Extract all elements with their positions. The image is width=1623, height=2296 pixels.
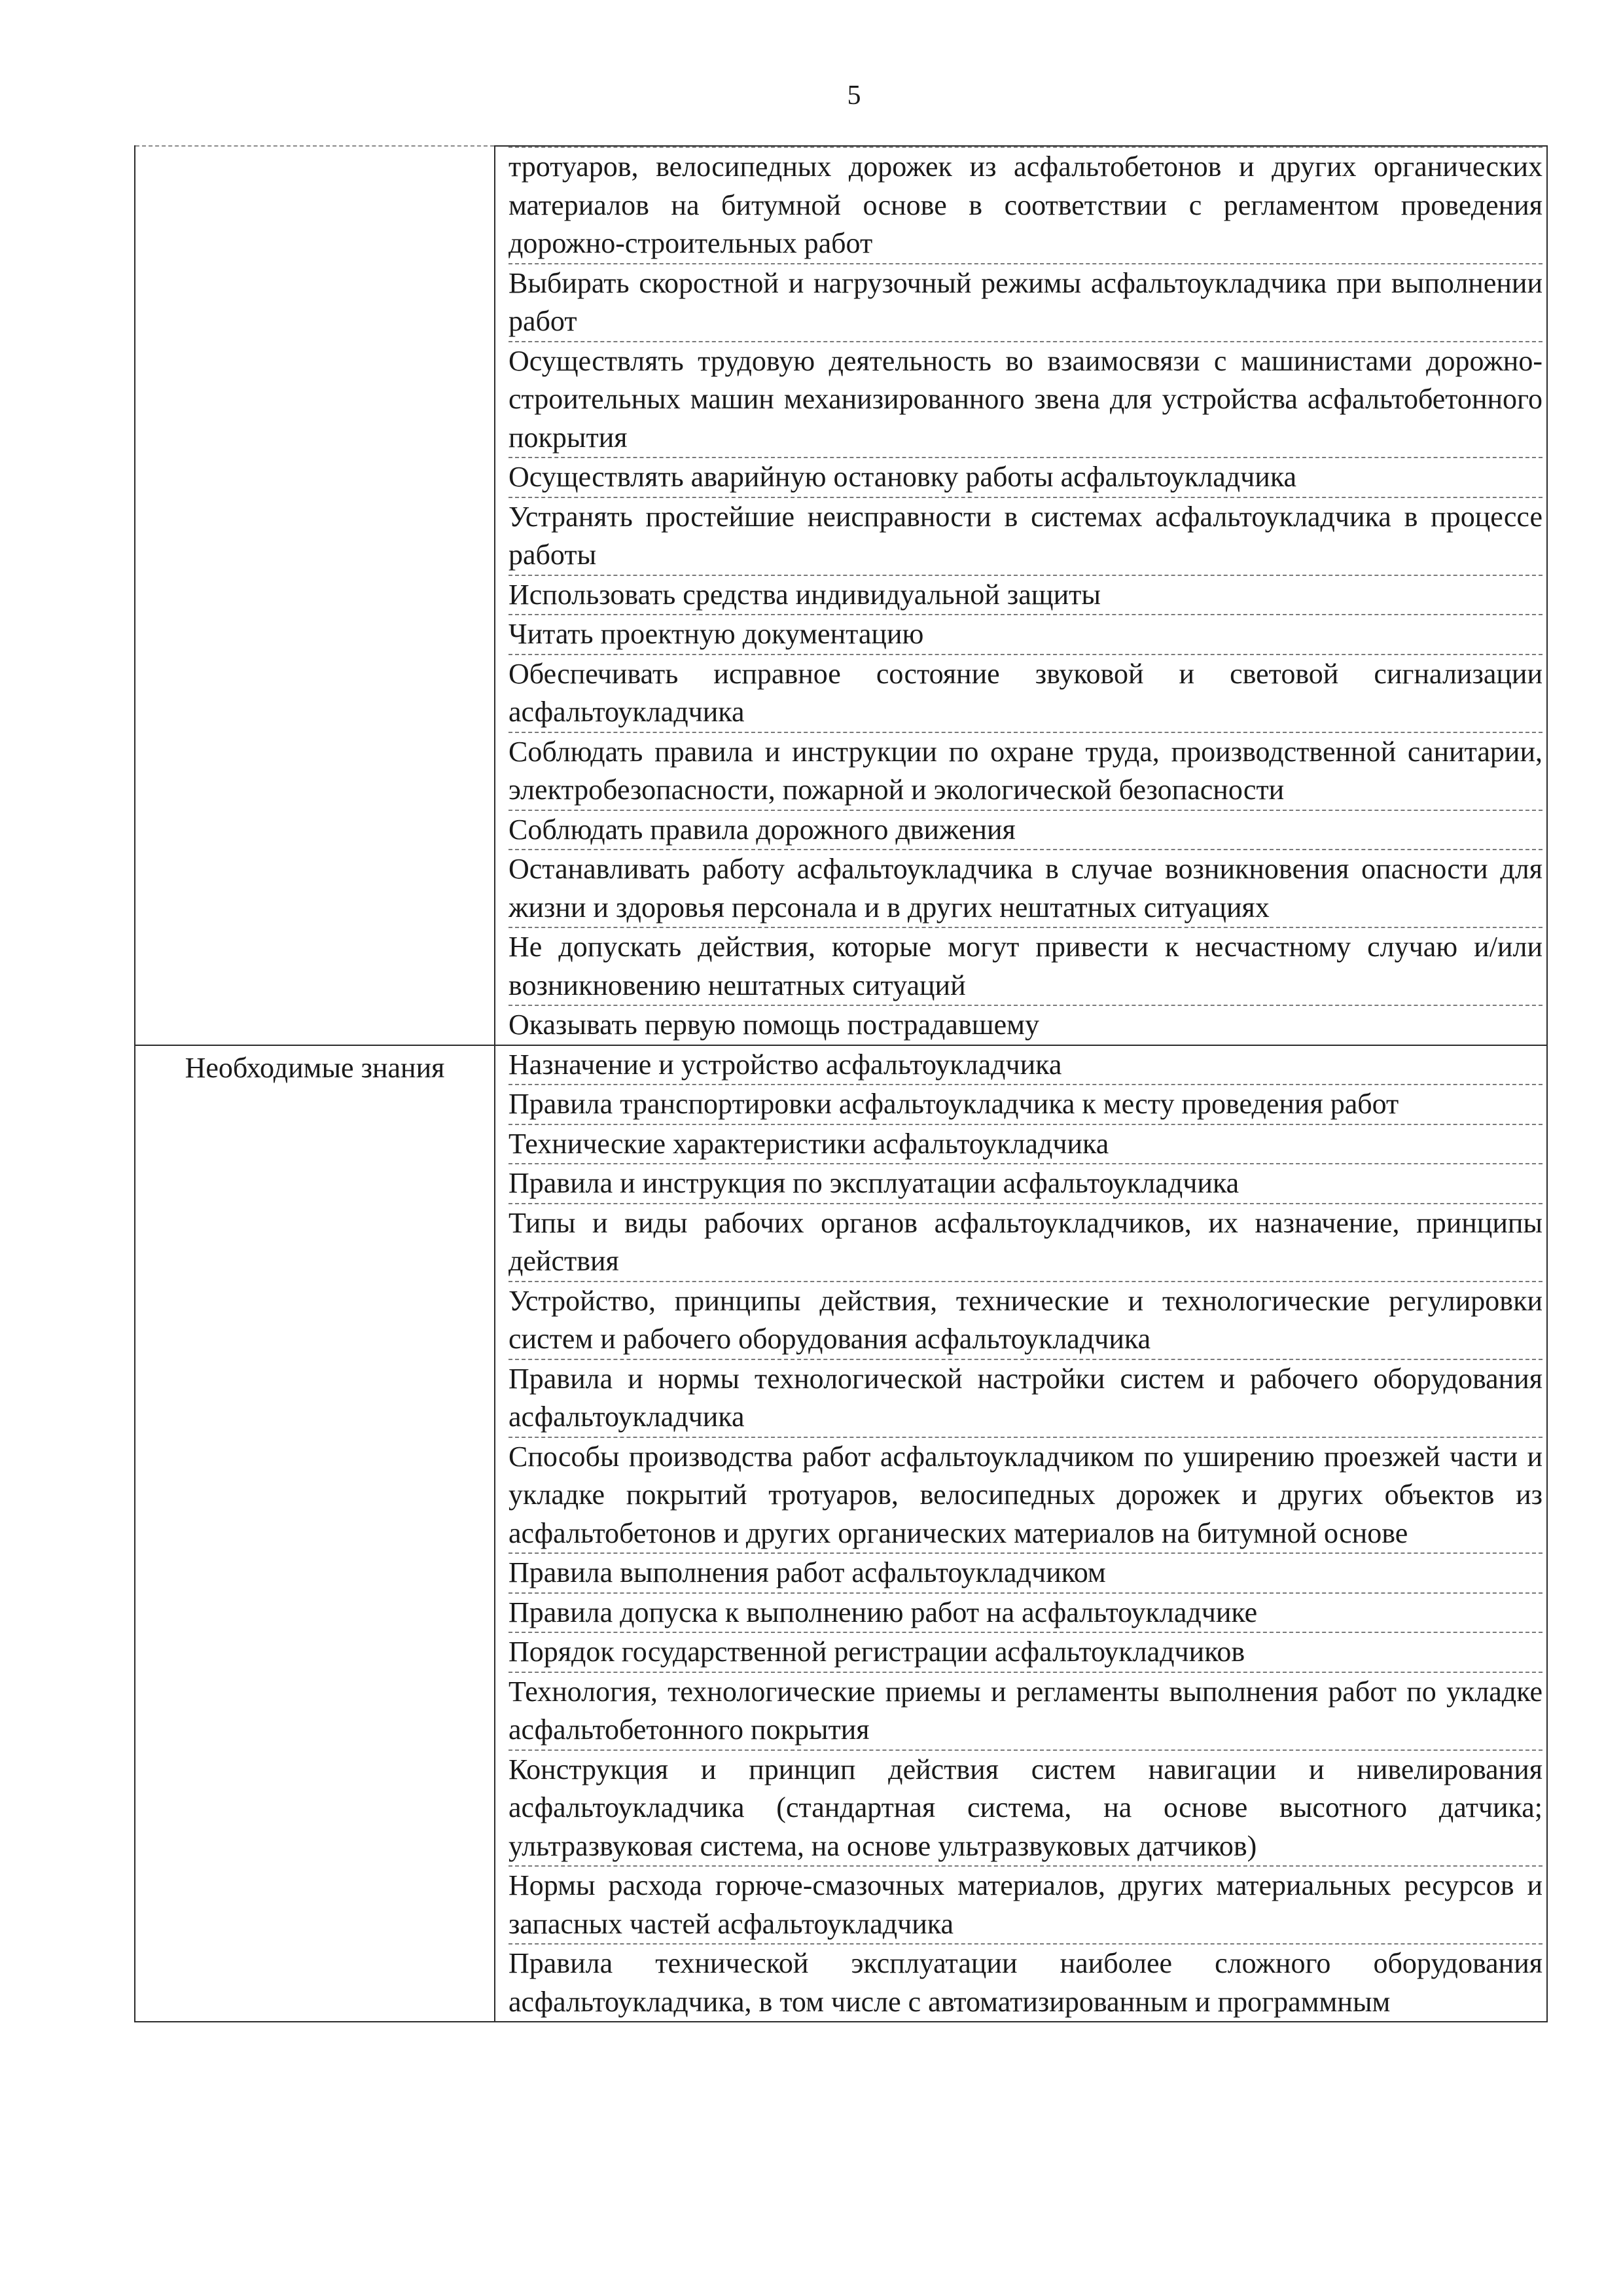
list-item: Порядок государственной регистрации асфальтоукладчиков — [508, 1633, 1543, 1673]
list-item: Использовать средства индивидуальной защиты — [508, 576, 1543, 616]
list-item: Правила и инструкция по эксплуатации асфальтоукладчика — [508, 1164, 1543, 1204]
list-item: Осуществлять аварийную остановку работы асфальтоукладчика — [508, 458, 1543, 498]
list-item: тротуаров, велосипедных дорожек из асфальтобетонов и других органических материалов на битумной основе в соответствии с регламентом проведения дорожно-строительных работ — [508, 147, 1543, 264]
list-item: Назначение и устройство асфальтоукладчика — [508, 1046, 1543, 1086]
list-item: Обеспечивать исправное состояние звуковой и световой сигнализации асфальтоукладчика — [508, 655, 1543, 733]
table-row-knowledge — [135, 1045, 1547, 2022]
list-item: Технические характеристики асфальтоукладчика — [508, 1125, 1543, 1165]
list-item: Оказывать первую помощь пострадавшему — [508, 1009, 1039, 1041]
list-item: Правила и нормы технологической настройки систем и рабочего оборудования асфальтоукладчика — [508, 1360, 1543, 1438]
requirements-table — [134, 145, 1548, 2022]
row-items-cell — [495, 146, 1547, 1045]
list-item: Правила технической эксплуатации наиболее сложного оборудования асфальтоукладчика, в том числе с автоматизированным и программным — [508, 1947, 1543, 2018]
list-item: Читать проектную документацию — [508, 615, 1543, 655]
list-item: Правила допуска к выполнению работ на асфальтоукладчике — [508, 1594, 1543, 1634]
list-item: Не допускать действия, которые могут привести к несчастному случаю и/или возникновению нештатных ситуаций — [508, 928, 1543, 1006]
list-item: Выбирать скоростной и нагрузочный режимы асфальтоукладчика при выполнении работ — [508, 264, 1543, 342]
list-item: Устройство, принципы действия, технические и технологические регулировки систем и рабочего оборудования асфальтоукладчика — [508, 1282, 1543, 1360]
list-item: Останавливать работу асфальтоукладчика в случае возникновения опасности для жизни и здоровья персонала и в других нештатных ситуациях — [508, 850, 1543, 928]
list-item: Нормы расхода горюче-смазочных материалов, других материальных ресурсов и запасных частей асфальтоукладчика — [508, 1867, 1543, 1945]
row-label: Необходимые знания — [185, 1051, 445, 1084]
row-label-cell — [135, 1045, 495, 2022]
list-item: Типы и виды рабочих органов асфальтоукладчиков, их назначение, принципы действия — [508, 1204, 1543, 1282]
list-item: Правила выполнения работ асфальтоукладчиком — [508, 1554, 1543, 1594]
table-row-skills — [135, 146, 1547, 1045]
list-item: Соблюдать правила дорожного движения — [508, 811, 1543, 851]
list-item: Соблюдать правила и инструкции по охране труда, производственной санитарии, электробезопасности, пожарной и экологической безопасности — [508, 733, 1543, 811]
list-item: Осуществлять трудовую деятельность во взаимосвязи с машинистами дорожно-строительных машин механизированного звена для устройства асфальтобетонного покрытия — [508, 342, 1543, 459]
list-item: Устранять простейшие неисправности в системах асфальтоукладчика в процессе работы — [508, 498, 1543, 576]
list-item: Конструкция и принцип действия систем навигации и нивелирования асфальтоукладчика (стандартная система, на основе высотного датчика; ультразвуковая система, на основе ультразвуковых датчиков) — [508, 1751, 1543, 1867]
list-item: Способы производства работ асфальтоукладчиком по уширению проезжей части и укладке покрытий тротуаров, велосипедных дорожек и других объектов из асфальтобетонов и других органических материалов на битумной основе — [508, 1438, 1543, 1554]
list-item: Технология, технологические приемы и регламенты выполнения работ по укладке асфальтобетонного покрытия — [508, 1673, 1543, 1751]
page-number: 5 — [847, 81, 861, 111]
list-item: Правила транспортировки асфальтоукладчика к месту проведения работ — [508, 1085, 1543, 1125]
row-label-cell — [135, 146, 495, 1045]
row-label — [135, 147, 494, 150]
row-items-cell — [495, 1045, 1547, 2022]
